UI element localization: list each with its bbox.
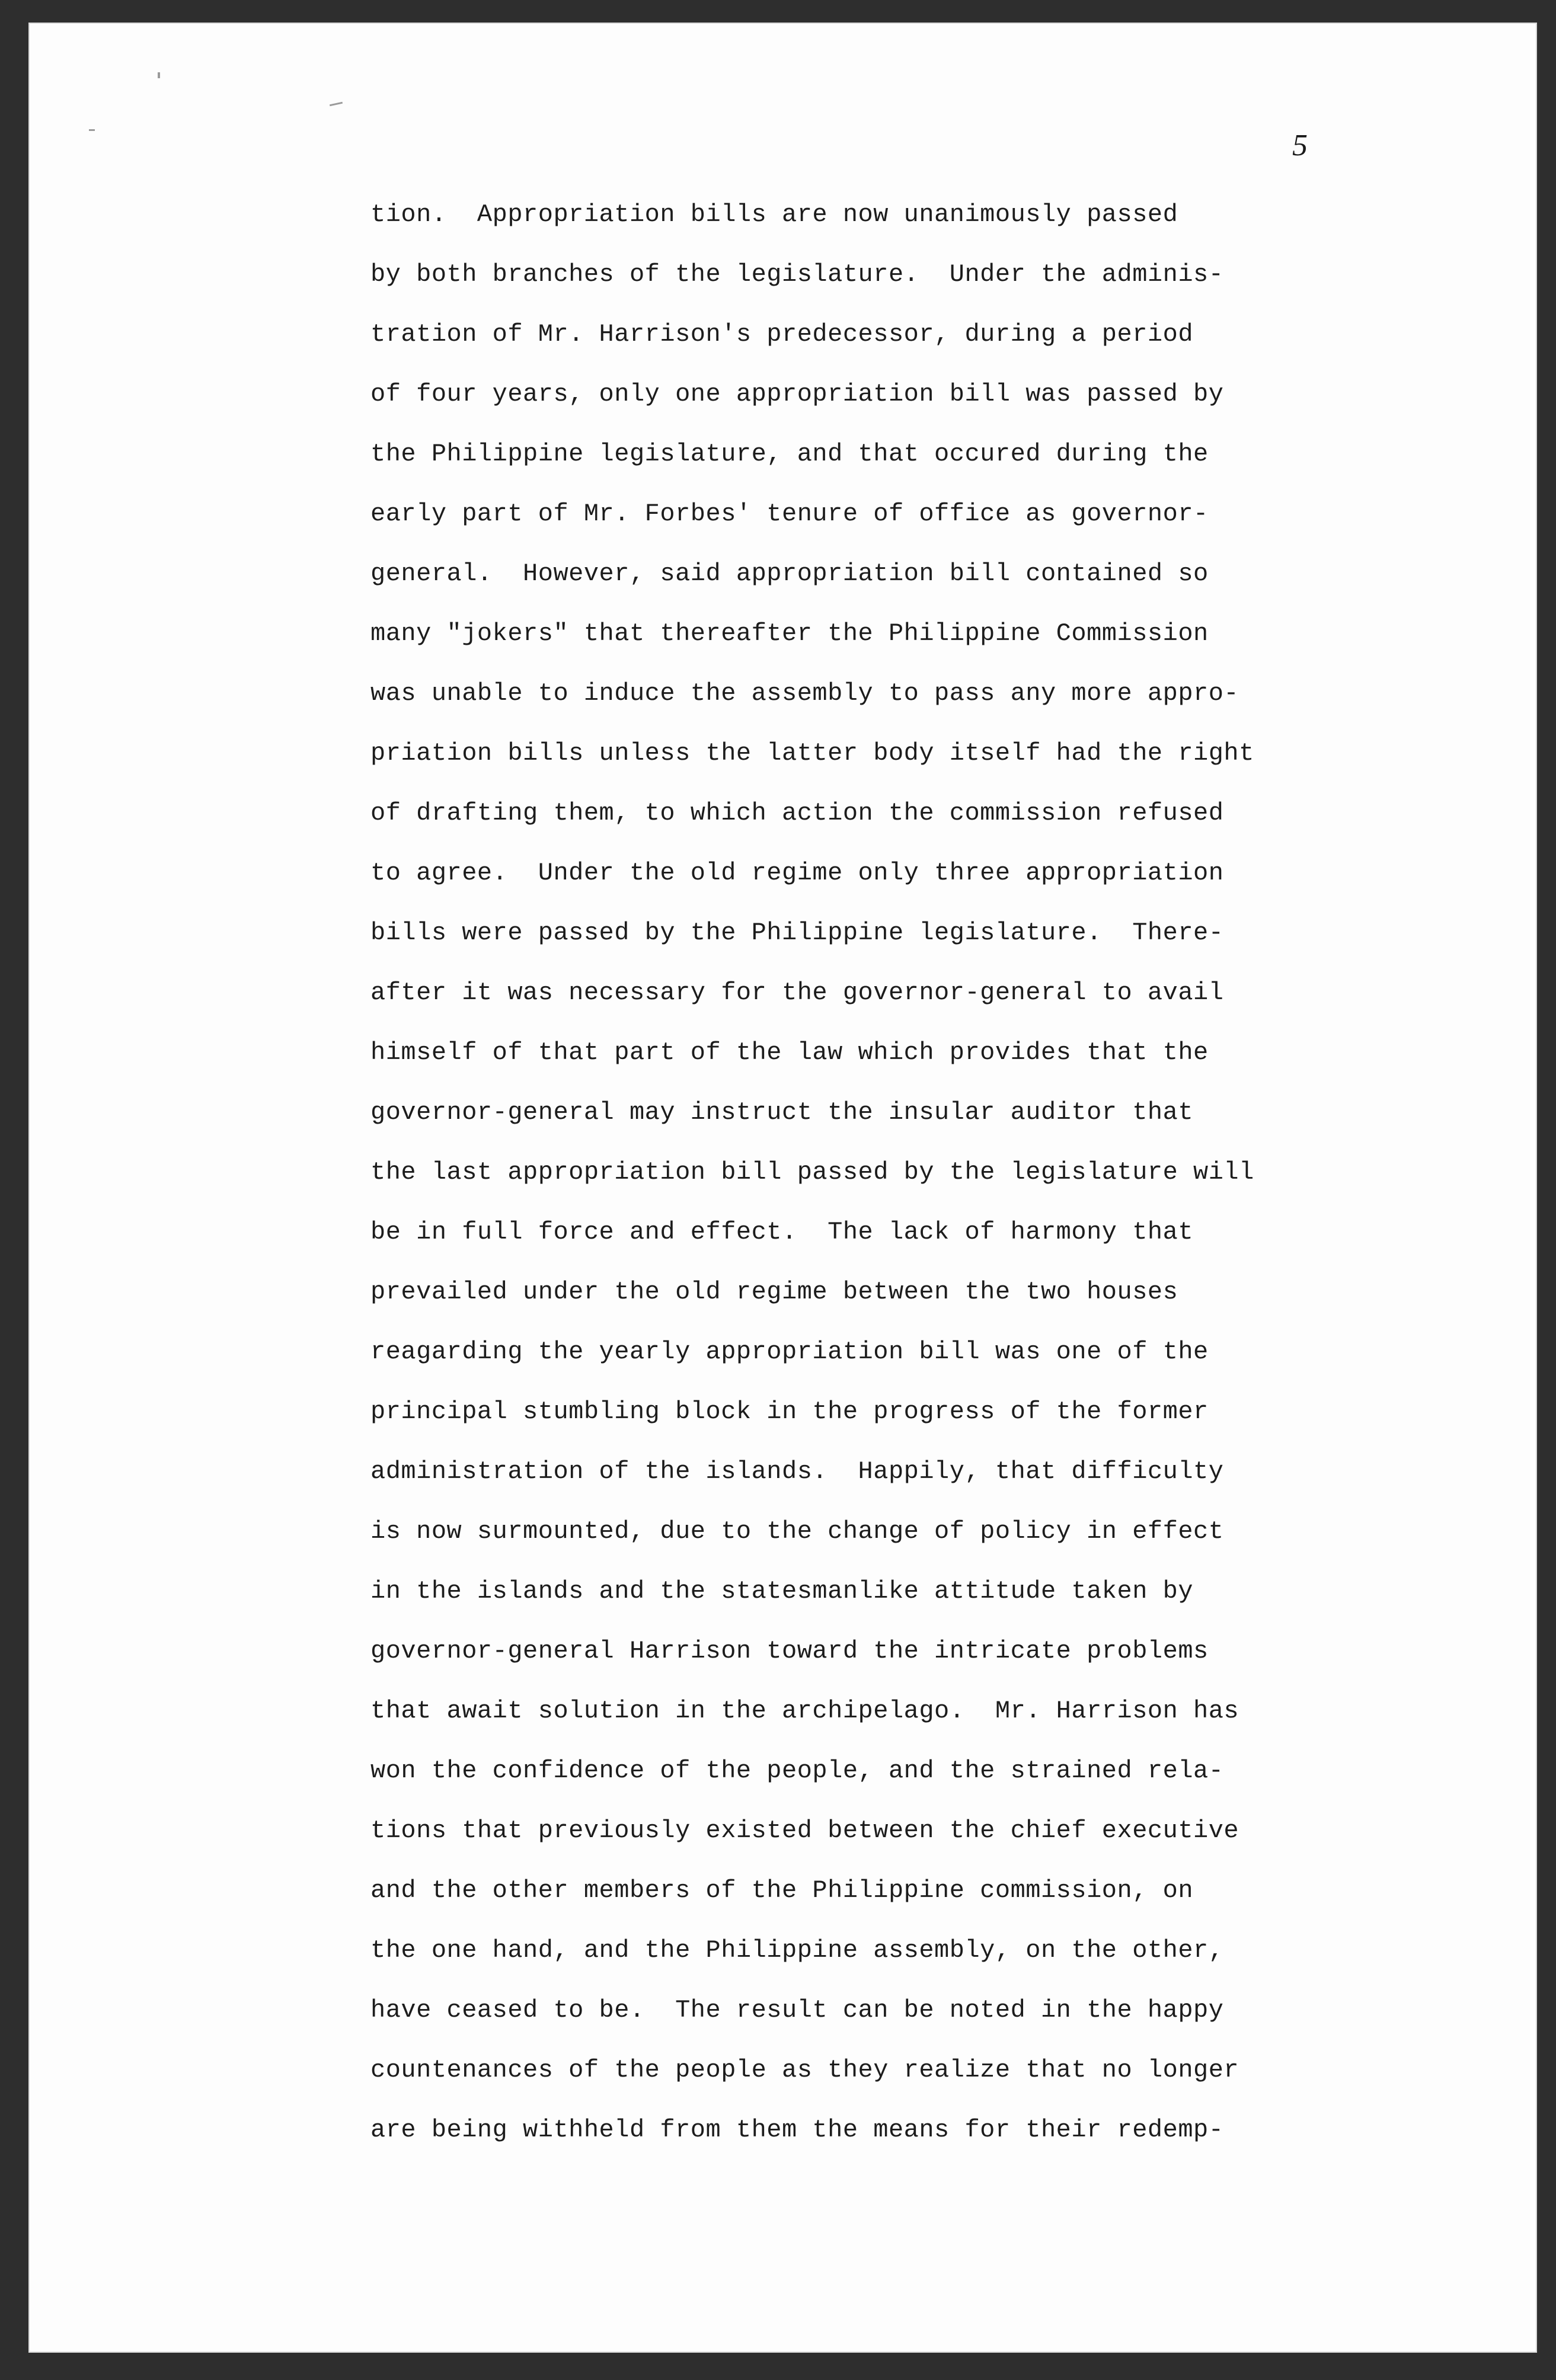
text-line: priation bills unless the latter body itself had the right	[370, 739, 1254, 767]
text-line: the last appropriation bill passed by the legislature will	[370, 1158, 1254, 1186]
scan-speck	[89, 129, 95, 131]
text-line: be in full force and effect. The lack of harmony that	[370, 1218, 1194, 1246]
text-line: was unable to induce the assembly to pass any more appro-	[370, 679, 1239, 708]
text-line: is now surmounted, due to the change of policy in effect	[370, 1517, 1224, 1546]
text-line: tions that previously existed between the chief executive	[370, 1816, 1239, 1845]
text-line: bills were passed by the Philippine legislature. There-	[370, 919, 1224, 947]
text-line: are being withheld from them the means for their redemp-	[370, 2116, 1224, 2144]
text-line: in the islands and the statesmanlike attitude taken by	[370, 1577, 1194, 1605]
text-line: tion. Appropriation bills are now unanimously passed	[370, 200, 1178, 229]
text-line: and the other members of the Philippine commission, on	[370, 1876, 1194, 1905]
text-line: governor-general may instruct the insular auditor that	[370, 1098, 1194, 1127]
page-number: 5	[1292, 129, 1308, 162]
text-line: that await solution in the archipelago. Mr. Harrison has	[370, 1697, 1239, 1725]
text-line: governor-general Harrison toward the intricate problems	[370, 1637, 1209, 1665]
text-line: administration of the islands. Happily, that difficulty	[370, 1457, 1224, 1486]
text-line: himself of that part of the law which provides that the	[370, 1038, 1209, 1067]
text-line: tration of Mr. Harrison's predecessor, during a period	[370, 320, 1194, 348]
scan-speck	[158, 72, 160, 78]
text-line: general. However, said appropriation bill contained so	[370, 559, 1209, 588]
text-line: have ceased to be. The result can be noted in the happy	[370, 1996, 1224, 2024]
text-line: of four years, only one appropriation bill was passed by	[370, 380, 1224, 408]
body-text	[370, 185, 1260, 2160]
text-line: by both branches of the legislature. Under the adminis-	[370, 260, 1224, 289]
text-line: early part of Mr. Forbes' tenure of office as governor-	[370, 500, 1209, 528]
text-line: to agree. Under the old regime only three appropriation	[370, 859, 1224, 887]
text-line: prevailed under the old regime between the two houses	[370, 1278, 1178, 1306]
text-line: the Philippine legislature, and that occured during the	[370, 440, 1209, 468]
text-line: principal stumbling block in the progress of the former	[370, 1397, 1209, 1426]
scan-speck	[330, 102, 343, 107]
text-line: after it was necessary for the governor-general to avail	[370, 978, 1224, 1007]
text-line: of drafting them, to which action the commission refused	[370, 799, 1224, 827]
text-line: won the confidence of the people, and the strained rela-	[370, 1757, 1224, 1785]
text-line: countenances of the people as they realize that no longer	[370, 2056, 1239, 2084]
text-line: reagarding the yearly appropriation bill was one of the	[370, 1338, 1209, 1366]
text-line: the one hand, and the Philippine assembly, on the other,	[370, 1936, 1224, 1965]
text-line: many "jokers" that thereafter the Philippine Commission	[370, 619, 1209, 648]
